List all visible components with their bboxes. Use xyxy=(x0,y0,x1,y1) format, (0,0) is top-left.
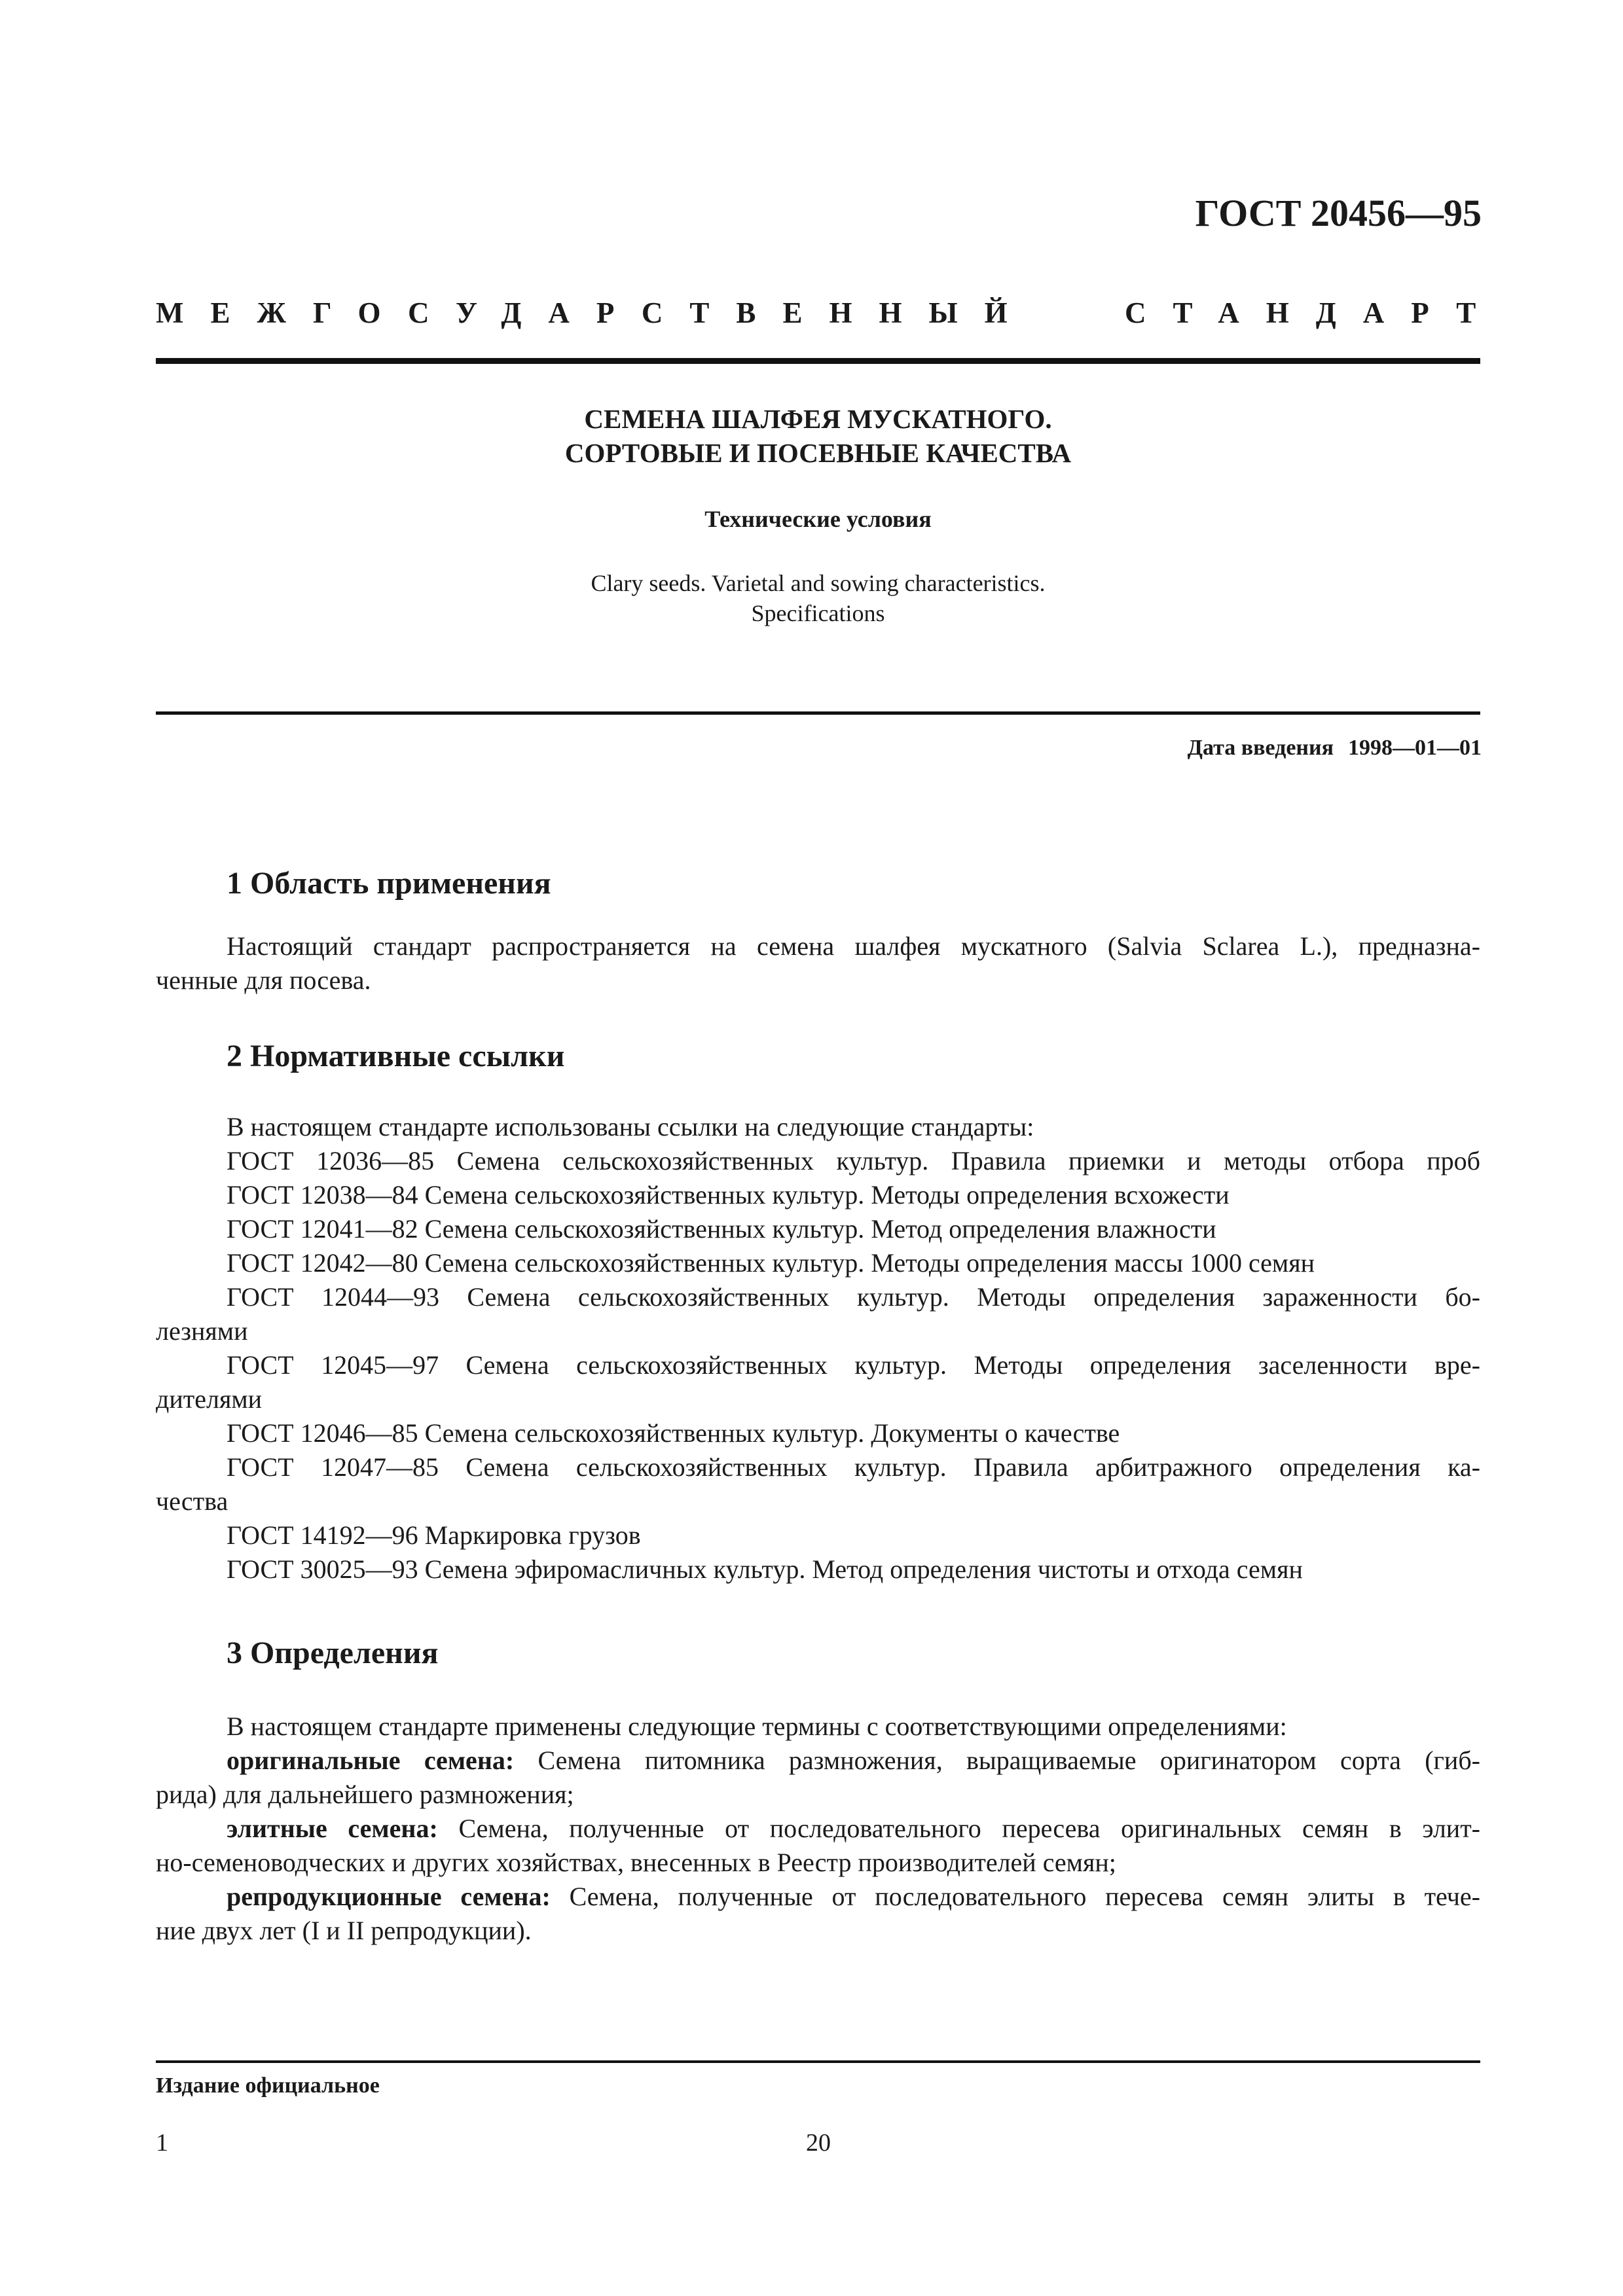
references-intro: В настоящем стандарте использованы ссылки на следующие стандарты: xyxy=(227,1112,1034,1141)
reference-item: ГОСТ 12042—80 Семена сельскохозяйственных культур. Методы определения массы 1000 семян xyxy=(227,1248,1315,1278)
english-title-line2: Specifications xyxy=(751,600,885,626)
definition-text: Семена питомника размножения, выращиваемые оригинатором сорта (гиб- xyxy=(514,1746,1481,1775)
definition-continuation: но-семеноводческих и других хозяйствах, внесенных в Реестр производителей семян; xyxy=(156,1848,1116,1877)
definition-original-seeds xyxy=(227,1745,1480,1776)
page-number: 20 xyxy=(806,2129,831,2157)
definition-term: оригинальные семена: xyxy=(227,1746,515,1775)
category-label-left: МЕЖГОСУДАРСТВЕННЫЙ xyxy=(156,296,1034,329)
reference-item: ГОСТ 14192—96 Маркировка грузов xyxy=(227,1520,641,1550)
effective-date-label: Дата введения xyxy=(1187,736,1334,760)
document-subtitle: Технические условия xyxy=(704,506,932,532)
effective-date xyxy=(1188,736,1482,761)
sheet-number: 1 xyxy=(156,2129,168,2157)
section-heading-definitions: 3 Определения xyxy=(227,1636,439,1670)
edition-label: Издание официальное xyxy=(156,2073,380,2098)
document-title-line1: СЕМЕНА ШАЛФЕЯ МУСКАТНОГО. xyxy=(584,404,1052,434)
section-heading-scope: 1 Область применения xyxy=(227,866,551,901)
definition-continuation: рида) для дальнейшего размножения; xyxy=(156,1780,574,1809)
reference-item: ГОСТ 30025—93 Семена эфиромасличных культур. Метод определения чистоты и отхода семян xyxy=(227,1554,1303,1584)
reference-item: ГОСТ 12047—85 Семена сельскохозяйственных культур. Правила арбитражного определения ка- xyxy=(227,1452,1480,1482)
header-rule xyxy=(156,358,1480,364)
definition-term: репродукционные семена: xyxy=(227,1882,551,1911)
reference-item: ГОСТ 12046—85 Семена сельскохозяйственных культур. Документы о качестве xyxy=(227,1418,1120,1448)
reference-item: ГОСТ 12041—82 Семена сельскохозяйственных культур. Метод определения влажности xyxy=(227,1214,1216,1244)
english-title-line1: Clary seeds. Varietal and sowing characteristics. xyxy=(591,570,1046,596)
section-heading-references: 2 Нормативные ссылки xyxy=(227,1039,565,1073)
scope-paragraph-line2: ченные для посева. xyxy=(156,965,371,995)
footer-rule xyxy=(156,2060,1480,2063)
definition-term: элитные семена: xyxy=(227,1814,438,1843)
scope-paragraph-line1: Настоящий стандарт распространяется на семена шалфея мускатного (Salvia Sclarea L.), предназна- xyxy=(227,931,1480,961)
reference-item: ГОСТ 12045—97 Семена сельскохозяйственных культур. Методы определения заселенности вре- xyxy=(227,1350,1480,1380)
definitions-intro: В настоящем стандарте применены следующие термины с соответствующими определениями: xyxy=(227,1712,1287,1741)
definition-elite-seeds xyxy=(227,1813,1480,1844)
definition-text: Семена, полученные от последовательного пересева семян элиты в тече- xyxy=(550,1882,1480,1911)
reference-item-continuation: дителями xyxy=(156,1384,263,1414)
reference-item: ГОСТ 12038—84 Семена сельскохозяйственных культур. Методы определения всхожести xyxy=(227,1180,1230,1210)
reference-item: ГОСТ 12036—85 Семена сельскохозяйственных культур. Правила приемки и методы отбора проб xyxy=(227,1146,1480,1175)
document-number: ГОСТ 20456—95 xyxy=(1195,192,1482,234)
reference-item-continuation: чества xyxy=(156,1486,228,1516)
document-title-line2: СОРТОВЫЕ И ПОСЕВНЫЕ КАЧЕСТВА xyxy=(564,438,1072,468)
category-label-right: СТАНДАРТ xyxy=(1125,296,1503,329)
effective-date-value: 1998—01—01 xyxy=(1348,736,1482,760)
title-rule xyxy=(156,711,1480,715)
reference-item: ГОСТ 12044—93 Семена сельскохозяйственных культур. Методы определения зараженности бо- xyxy=(227,1282,1480,1312)
definition-text: Семена, полученные от последовательного пересева оригинальных семян в элит- xyxy=(437,1814,1480,1843)
definition-reproduction-seeds xyxy=(227,1881,1480,1912)
definition-continuation: ние двух лет (I и II репродукции). xyxy=(156,1916,532,1945)
reference-item-continuation: лезнями xyxy=(156,1316,248,1346)
